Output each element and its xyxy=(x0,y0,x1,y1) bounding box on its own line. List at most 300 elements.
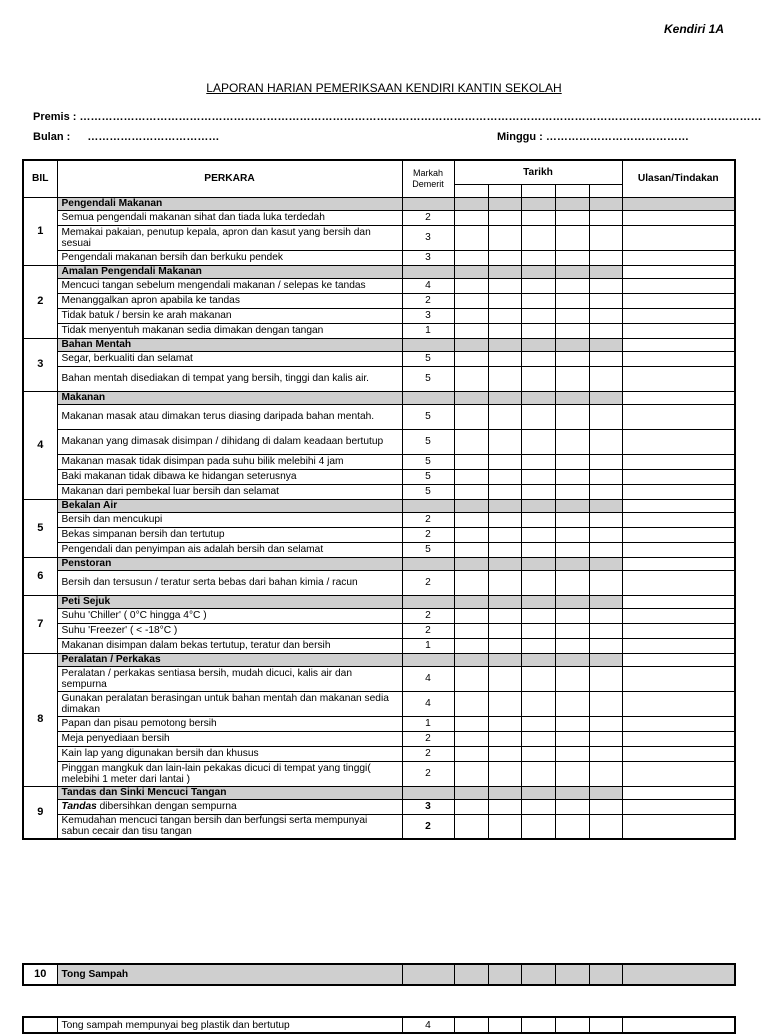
remark-cell[interactable] xyxy=(622,391,735,404)
date-cell[interactable] xyxy=(454,691,488,716)
date-cell[interactable] xyxy=(488,499,521,512)
date-col-2[interactable] xyxy=(488,184,521,197)
date-cell[interactable] xyxy=(521,786,555,799)
mark-value: 2 xyxy=(402,293,454,308)
remark-cell[interactable] xyxy=(622,469,735,484)
date-cell[interactable] xyxy=(488,542,521,557)
mark-cell xyxy=(402,499,454,512)
date-cell[interactable] xyxy=(555,653,589,666)
mark-cell xyxy=(402,557,454,570)
date-cell[interactable] xyxy=(521,278,555,293)
remark-cell[interactable] xyxy=(622,429,735,454)
mark-value: 2 xyxy=(402,570,454,595)
remark-cell[interactable] xyxy=(622,964,735,985)
date-cell[interactable] xyxy=(589,265,622,278)
date-cell[interactable] xyxy=(555,308,589,323)
date-cell[interactable] xyxy=(555,338,589,351)
date-cell[interactable] xyxy=(454,323,488,338)
date-cell[interactable] xyxy=(454,484,488,499)
header-bil: BIL xyxy=(23,160,57,197)
item-text: Tidak menyentuh makanan sedia dimakan dengan tangan xyxy=(57,323,402,338)
date-cell[interactable] xyxy=(454,308,488,323)
remark-cell[interactable] xyxy=(622,557,735,570)
date-cell[interactable] xyxy=(521,731,555,746)
date-cell[interactable] xyxy=(488,691,521,716)
remark-cell[interactable] xyxy=(622,293,735,308)
date-cell[interactable] xyxy=(454,1017,488,1033)
date-cell[interactable] xyxy=(488,814,521,839)
date-cell[interactable] xyxy=(589,351,622,366)
date-cell[interactable] xyxy=(555,814,589,839)
date-cell[interactable] xyxy=(589,786,622,799)
date-cell[interactable] xyxy=(589,404,622,429)
date-cell[interactable] xyxy=(555,512,589,527)
date-cell[interactable] xyxy=(521,527,555,542)
date-cell[interactable] xyxy=(488,210,521,225)
date-cell[interactable] xyxy=(521,210,555,225)
date-cell[interactable] xyxy=(488,429,521,454)
date-cell[interactable] xyxy=(521,454,555,469)
date-cell[interactable] xyxy=(589,542,622,557)
item-text-emphasis: Tandas xyxy=(61,801,97,812)
date-cell[interactable] xyxy=(488,608,521,623)
date-cell[interactable] xyxy=(488,595,521,608)
date-cell[interactable] xyxy=(488,278,521,293)
date-cell[interactable] xyxy=(488,570,521,595)
date-cell[interactable] xyxy=(555,429,589,454)
date-cell[interactable] xyxy=(555,454,589,469)
date-cell[interactable] xyxy=(521,557,555,570)
date-cell[interactable] xyxy=(521,512,555,527)
table-row xyxy=(23,351,735,366)
remark-cell[interactable] xyxy=(622,716,735,731)
date-cell[interactable] xyxy=(454,746,488,761)
date-cell[interactable] xyxy=(521,484,555,499)
date-cell[interactable] xyxy=(555,265,589,278)
date-cell[interactable] xyxy=(454,265,488,278)
date-cell[interactable] xyxy=(521,469,555,484)
date-cell[interactable] xyxy=(555,623,589,638)
date-cell[interactable] xyxy=(521,197,555,210)
mark-value: 3 xyxy=(402,225,454,250)
date-cell[interactable] xyxy=(488,454,521,469)
date-cell[interactable] xyxy=(589,250,622,265)
date-cell[interactable] xyxy=(521,595,555,608)
date-cell[interactable] xyxy=(555,351,589,366)
date-cell[interactable] xyxy=(589,666,622,691)
table-row xyxy=(23,225,735,250)
date-cell[interactable] xyxy=(521,799,555,814)
date-cell[interactable] xyxy=(521,746,555,761)
remark-cell[interactable] xyxy=(622,308,735,323)
date-cell[interactable] xyxy=(521,623,555,638)
remark-cell[interactable] xyxy=(622,225,735,250)
date-cell[interactable] xyxy=(521,653,555,666)
date-cell[interactable] xyxy=(589,814,622,839)
remark-cell[interactable] xyxy=(622,786,735,799)
date-cell[interactable] xyxy=(555,197,589,210)
date-cell[interactable] xyxy=(521,499,555,512)
remark-cell[interactable] xyxy=(622,250,735,265)
date-cell[interactable] xyxy=(555,608,589,623)
date-cell[interactable] xyxy=(589,570,622,595)
table-row xyxy=(23,454,735,469)
date-cell[interactable] xyxy=(521,716,555,731)
date-cell[interactable] xyxy=(521,391,555,404)
bulan-field[interactable]: ……………………………… xyxy=(87,131,220,143)
section-number: 10 xyxy=(23,964,57,985)
remark-cell[interactable] xyxy=(622,814,735,839)
date-cell[interactable] xyxy=(589,716,622,731)
section-header-row xyxy=(23,391,735,404)
date-cell[interactable] xyxy=(488,250,521,265)
date-cell[interactable] xyxy=(521,666,555,691)
date-cell[interactable] xyxy=(589,391,622,404)
date-cell[interactable] xyxy=(521,691,555,716)
mark-value: 4 xyxy=(402,1017,454,1033)
date-cell[interactable] xyxy=(589,761,622,786)
date-cell[interactable] xyxy=(555,391,589,404)
date-cell[interactable] xyxy=(454,638,488,653)
table-row xyxy=(23,638,735,653)
remark-cell[interactable] xyxy=(622,731,735,746)
date-cell[interactable] xyxy=(454,391,488,404)
date-cell[interactable] xyxy=(488,799,521,814)
date-cell[interactable] xyxy=(555,210,589,225)
date-cell[interactable] xyxy=(589,512,622,527)
remark-cell[interactable] xyxy=(622,366,735,391)
remark-cell[interactable] xyxy=(622,210,735,225)
date-cell[interactable] xyxy=(555,799,589,814)
date-cell[interactable] xyxy=(555,691,589,716)
date-cell[interactable] xyxy=(589,454,622,469)
remark-cell[interactable] xyxy=(622,608,735,623)
remark-cell[interactable] xyxy=(622,527,735,542)
date-cell[interactable] xyxy=(454,429,488,454)
date-cell[interactable] xyxy=(555,469,589,484)
date-cell[interactable] xyxy=(454,623,488,638)
section-number: 6 xyxy=(23,557,57,595)
date-cell[interactable] xyxy=(454,716,488,731)
date-cell[interactable] xyxy=(488,391,521,404)
date-cell[interactable] xyxy=(589,1017,622,1033)
date-cell[interactable] xyxy=(488,308,521,323)
section-number: 8 xyxy=(23,653,57,786)
date-cell[interactable] xyxy=(454,499,488,512)
date-cell[interactable] xyxy=(488,746,521,761)
date-cell[interactable] xyxy=(488,638,521,653)
minggu-label: Minggu : xyxy=(497,131,543,143)
date-cell[interactable] xyxy=(454,469,488,484)
date-cell[interactable] xyxy=(555,786,589,799)
date-cell[interactable] xyxy=(488,557,521,570)
date-cell[interactable] xyxy=(589,499,622,512)
date-cell[interactable] xyxy=(454,653,488,666)
date-cell[interactable] xyxy=(589,323,622,338)
date-cell[interactable] xyxy=(488,293,521,308)
date-cell[interactable] xyxy=(555,366,589,391)
date-cell[interactable] xyxy=(454,210,488,225)
mark-value: 3 xyxy=(402,799,454,814)
bulan-label: Bulan : xyxy=(33,131,71,143)
date-cell[interactable] xyxy=(454,278,488,293)
date-cell[interactable] xyxy=(488,623,521,638)
date-cell[interactable] xyxy=(555,484,589,499)
date-cell[interactable] xyxy=(488,527,521,542)
minggu-field[interactable]: ………………………………… xyxy=(545,131,689,143)
date-cell[interactable] xyxy=(488,716,521,731)
table-row xyxy=(23,308,735,323)
item-text: Suhu 'Freezer' ( < -18°C ) xyxy=(57,623,402,638)
date-cell[interactable] xyxy=(488,323,521,338)
date-cell[interactable] xyxy=(488,366,521,391)
date-cell[interactable] xyxy=(454,225,488,250)
date-cell[interactable] xyxy=(488,351,521,366)
date-cell[interactable] xyxy=(454,542,488,557)
date-cell[interactable] xyxy=(454,964,488,985)
date-cell[interactable] xyxy=(454,731,488,746)
date-col-1[interactable] xyxy=(454,184,488,197)
date-cell[interactable] xyxy=(589,210,622,225)
remark-cell[interactable] xyxy=(622,653,735,666)
date-cell[interactable] xyxy=(521,814,555,839)
table-row xyxy=(23,469,735,484)
date-col-4[interactable] xyxy=(555,184,589,197)
remark-cell[interactable] xyxy=(622,351,735,366)
date-cell[interactable] xyxy=(488,761,521,786)
date-cell[interactable] xyxy=(454,351,488,366)
date-cell[interactable] xyxy=(454,454,488,469)
date-cell[interactable] xyxy=(555,557,589,570)
date-cell[interactable] xyxy=(589,197,622,210)
date-cell[interactable] xyxy=(555,404,589,429)
date-cell[interactable] xyxy=(521,542,555,557)
date-cell[interactable] xyxy=(454,250,488,265)
table-row xyxy=(23,210,735,225)
date-cell[interactable] xyxy=(454,595,488,608)
date-cell[interactable] xyxy=(488,197,521,210)
date-cell[interactable] xyxy=(521,308,555,323)
date-cell[interactable] xyxy=(555,761,589,786)
date-cell[interactable] xyxy=(521,404,555,429)
date-cell[interactable] xyxy=(488,338,521,351)
table-row xyxy=(23,691,735,716)
premis-field[interactable]: …………………………………………………………………………………………………………………………………………………………………… xyxy=(79,111,762,123)
table-row xyxy=(23,542,735,557)
mark-value: 1 xyxy=(402,638,454,653)
date-cell[interactable] xyxy=(454,557,488,570)
remark-cell[interactable] xyxy=(622,338,735,351)
date-cell[interactable] xyxy=(555,527,589,542)
date-cell[interactable] xyxy=(589,225,622,250)
date-cell[interactable] xyxy=(521,265,555,278)
date-cell[interactable] xyxy=(488,1017,521,1033)
remark-cell[interactable] xyxy=(622,595,735,608)
item-text: Makanan yang dimasak disimpan / dihidang di dalam keadaan bertutup xyxy=(57,429,402,454)
table-row xyxy=(23,527,735,542)
date-cell[interactable] xyxy=(555,570,589,595)
remark-cell[interactable] xyxy=(622,799,735,814)
remark-cell[interactable] xyxy=(622,638,735,653)
item-text: Bekas simpanan bersih dan tertutup xyxy=(57,527,402,542)
date-cell[interactable] xyxy=(589,429,622,454)
header-markah xyxy=(402,160,454,197)
date-cell[interactable] xyxy=(454,293,488,308)
item-text: Menanggalkan apron apabila ke tandas xyxy=(57,293,402,308)
date-cell[interactable] xyxy=(555,731,589,746)
date-cell[interactable] xyxy=(555,250,589,265)
mark-value: 5 xyxy=(402,542,454,557)
date-cell[interactable] xyxy=(555,595,589,608)
date-cell[interactable] xyxy=(555,542,589,557)
remark-cell[interactable] xyxy=(622,484,735,499)
mark-cell xyxy=(402,786,454,799)
date-cell[interactable] xyxy=(555,666,589,691)
date-cell[interactable] xyxy=(488,786,521,799)
date-col-5[interactable] xyxy=(589,184,622,197)
date-cell[interactable] xyxy=(555,1017,589,1033)
date-cell[interactable] xyxy=(555,638,589,653)
date-cell[interactable] xyxy=(454,761,488,786)
table-row xyxy=(23,404,735,429)
remark-cell[interactable] xyxy=(622,323,735,338)
date-cell[interactable] xyxy=(555,964,589,985)
date-cell[interactable] xyxy=(488,731,521,746)
date-cell[interactable] xyxy=(454,786,488,799)
date-cell[interactable] xyxy=(555,278,589,293)
remark-cell[interactable] xyxy=(622,761,735,786)
date-cell[interactable] xyxy=(454,608,488,623)
remark-cell[interactable] xyxy=(622,666,735,691)
date-cell[interactable] xyxy=(521,250,555,265)
remark-cell[interactable] xyxy=(622,278,735,293)
date-cell[interactable] xyxy=(589,293,622,308)
date-cell[interactable] xyxy=(589,308,622,323)
remark-cell[interactable] xyxy=(622,404,735,429)
remark-cell[interactable] xyxy=(622,499,735,512)
remark-cell[interactable] xyxy=(622,197,735,210)
date-cell[interactable] xyxy=(589,746,622,761)
item-text: Baki makanan tidak dibawa ke hidangan seterusnya xyxy=(57,469,402,484)
remark-cell[interactable] xyxy=(622,542,735,557)
remark-cell[interactable] xyxy=(622,746,735,761)
date-cell[interactable] xyxy=(589,638,622,653)
date-cell[interactable] xyxy=(589,691,622,716)
date-cell[interactable] xyxy=(589,469,622,484)
date-cell[interactable] xyxy=(454,512,488,527)
remark-cell[interactable] xyxy=(622,691,735,716)
date-cell[interactable] xyxy=(454,527,488,542)
date-cell[interactable] xyxy=(488,404,521,429)
mark-value: 2 xyxy=(402,527,454,542)
date-cell[interactable] xyxy=(488,265,521,278)
date-cell[interactable] xyxy=(555,293,589,308)
section-title: Bahan Mentah xyxy=(57,338,402,351)
date-cell[interactable] xyxy=(555,746,589,761)
date-col-3[interactable] xyxy=(521,184,555,197)
section-header-row xyxy=(23,557,735,570)
date-cell[interactable] xyxy=(521,638,555,653)
table-row xyxy=(23,484,735,499)
date-cell[interactable] xyxy=(521,761,555,786)
remark-cell[interactable] xyxy=(622,570,735,595)
date-cell[interactable] xyxy=(521,570,555,595)
remark-cell[interactable] xyxy=(622,623,735,638)
date-cell[interactable] xyxy=(454,570,488,595)
date-cell[interactable] xyxy=(555,499,589,512)
date-cell[interactable] xyxy=(589,608,622,623)
table-row xyxy=(23,746,735,761)
item-text: Segar, berkualiti dan selamat xyxy=(57,351,402,366)
date-cell[interactable] xyxy=(589,799,622,814)
date-cell[interactable] xyxy=(589,964,622,985)
table-row xyxy=(23,293,735,308)
date-cell[interactable] xyxy=(521,964,555,985)
date-cell[interactable] xyxy=(488,469,521,484)
date-cell[interactable] xyxy=(488,653,521,666)
date-cell[interactable] xyxy=(589,484,622,499)
date-cell[interactable] xyxy=(454,197,488,210)
date-cell[interactable] xyxy=(488,964,521,985)
date-cell[interactable] xyxy=(589,623,622,638)
date-cell[interactable] xyxy=(521,608,555,623)
date-cell[interactable] xyxy=(555,225,589,250)
date-cell[interactable] xyxy=(488,512,521,527)
date-cell[interactable] xyxy=(521,1017,555,1033)
date-cell[interactable] xyxy=(589,338,622,351)
date-cell[interactable] xyxy=(454,799,488,814)
date-cell[interactable] xyxy=(589,557,622,570)
date-cell[interactable] xyxy=(521,338,555,351)
date-cell[interactable] xyxy=(521,323,555,338)
mark-value: 3 xyxy=(402,308,454,323)
section-number: 3 xyxy=(23,338,57,391)
remark-cell[interactable] xyxy=(622,512,735,527)
date-cell[interactable] xyxy=(555,323,589,338)
date-cell[interactable] xyxy=(521,225,555,250)
date-cell[interactable] xyxy=(589,527,622,542)
item-text: Kemudahan mencuci tangan bersih dan berfungsi serta mempunyai sabun cecair dan tisu tangan xyxy=(57,814,402,839)
date-cell[interactable] xyxy=(521,293,555,308)
date-cell[interactable] xyxy=(555,716,589,731)
section-title: Bekalan Air xyxy=(57,499,402,512)
item-text: Makanan masak atau dimakan terus diasing daripada bahan mentah. xyxy=(57,404,402,429)
date-cell[interactable] xyxy=(589,278,622,293)
minggu-line xyxy=(497,131,689,143)
remark-cell[interactable] xyxy=(622,1017,735,1033)
date-cell[interactable] xyxy=(589,366,622,391)
date-cell[interactable] xyxy=(589,653,622,666)
date-cell[interactable] xyxy=(454,404,488,429)
date-cell[interactable] xyxy=(454,338,488,351)
date-cell[interactable] xyxy=(454,814,488,839)
table-row xyxy=(23,570,735,595)
date-cell[interactable] xyxy=(589,731,622,746)
remark-cell[interactable] xyxy=(622,454,735,469)
date-cell[interactable] xyxy=(488,225,521,250)
date-cell[interactable] xyxy=(521,429,555,454)
date-cell[interactable] xyxy=(589,595,622,608)
section-header-row xyxy=(23,595,735,608)
remark-cell[interactable] xyxy=(622,265,735,278)
date-cell[interactable] xyxy=(521,366,555,391)
date-cell[interactable] xyxy=(488,666,521,691)
section-title: Penstoran xyxy=(57,557,402,570)
date-cell[interactable] xyxy=(454,366,488,391)
date-cell[interactable] xyxy=(454,666,488,691)
date-cell[interactable] xyxy=(521,351,555,366)
date-cell[interactable] xyxy=(488,484,521,499)
